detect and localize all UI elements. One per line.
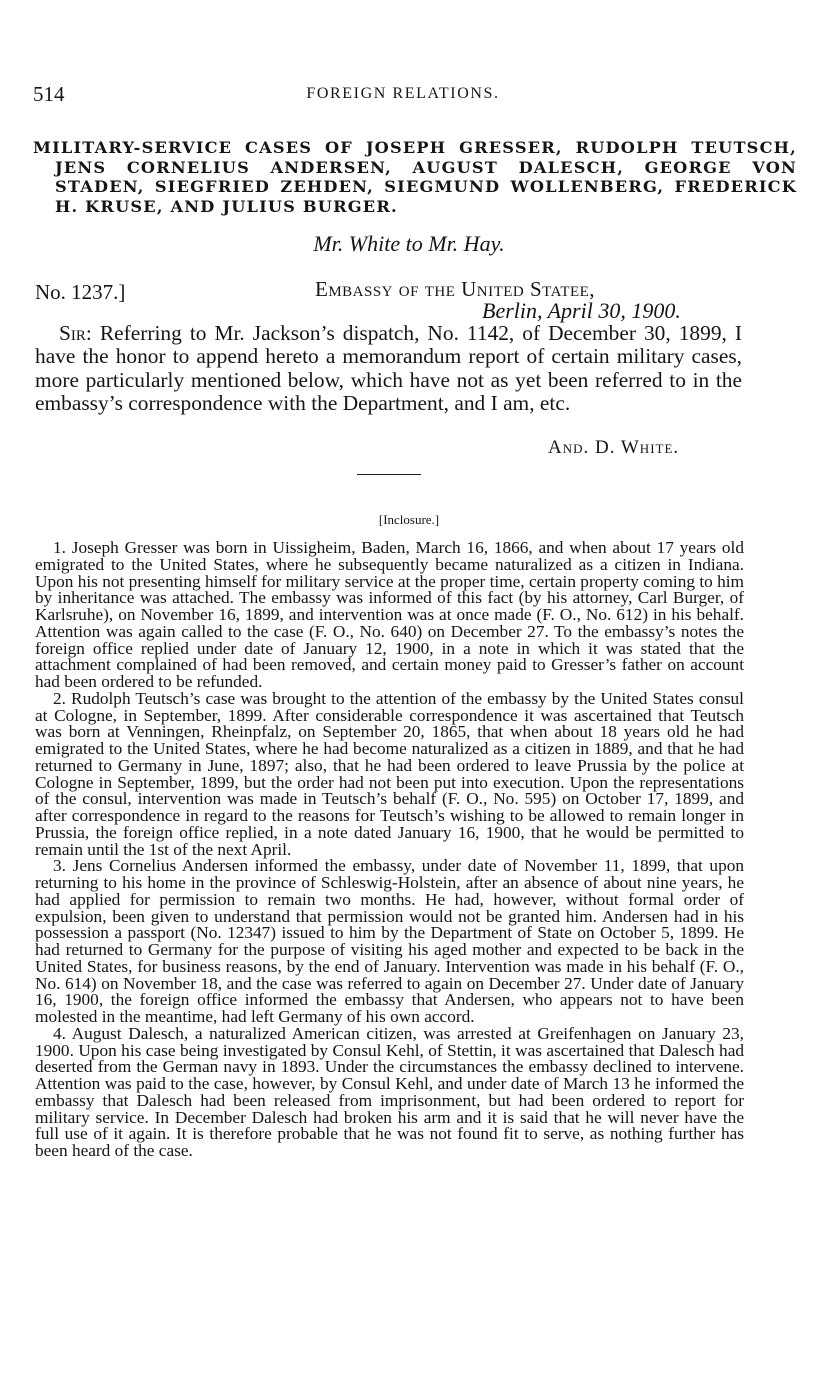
divider-rule: [357, 474, 421, 475]
paragraph-andersen: 3. Jens Cornelius Andersen informed the embassy, under date of November 11, 1899, that upon returning to his home in the province of Schleswig-Holstein, after an absence of about nine years, he had applied for permission to remain two months. He had, however, without formal order of expulsion, been given to understand that permission would not be granted him. Andersen had in his possession a passport (No. 12347) issued to him by the Department of State on October 5, 1899. He had returned to Germany for the purpose of visiting his aged mother and expected to be back in the United States, for business reasons, by the end of January. Intervention was made in his behalf (F. O., No. 614) on November 18, and the case was referred to again on December 27. Under date of January 16, 1900, the foreign office informed the embassy that Andersen, who appears not to have been molested in the meantime, had left Germany of his own accord.: [35, 856, 744, 1026]
section-heading: MILITARY-SERVICE CASES OF JOSEPH GRESSER, RUDOLPH TEUTSCH, JENS CORNELIUS ANDERSEN, AUGUST DALESCH, GEORGE VON STADEN, SIEGFRIED ZEHDEN, SIEGMUND WOLLENBERG, FREDERICK H. KRUSE, AND JULIUS BURGER.: [33, 138, 797, 216]
paragraph-gresser: 1. Joseph Gresser was born in Uissigheim, Baden, March 16, 1866, and when about 17 years old emigrated to the United States, where he subsequently became naturalized as a citizen in Indiana. Upon his not presenting himself for military service at the proper time, certain property coming to him by inheritance was attached. The embassy was informed of this fact (by his attorney, Carl Burger, of Karlsruhe), on November 16, 1899, and intervention was at once made (F. O., No. 612) in his behalf. Attention was again called to the case (F. O., No. 640) on December 27. To the embassy’s notes the foreign office replied under date of January 12, 1900, in a note in which it was stated that the attachment complained of had been removed, and certain money paid to Gresser’s father on account had been ordered to be refunded.: [35, 538, 744, 691]
signature: And. D. White.: [548, 437, 680, 458]
memorandum-body: [35, 540, 744, 1160]
letter-text: Referring to Mr. Jackson’s dispatch, No. 1142, of December 30, 1899, I have the honor to append hereto a memorandum report of certain military cases, more particularly mentioned below, which have not as yet been referred to in the embassy’s correspondence with the Department, and I am, etc.: [35, 321, 742, 416]
paragraph-teutsch: 2. Rudolph Teutsch’s case was brought to the attention of the embassy by the United States consul at Cologne, in September, 1899. After considerable correspondence it was ascertained that Teutsch was born at Venningen, Rheinpfalz, on September 20, 1865, that when about 18 years old he had emigrated to the United States, where he had become naturalized as a citizen in 1889, and that he had returned to Germany in June, 1897; also, that he had been ordered to leave Prussia by the police at Cologne in September, 1899, but the order had not been put into execution. Upon the representations of the consul, intervention was made in Teutsch’s behalf (F. O., No. 595) on October 17, 1899, and after correspondence in regard to the reasons for Teutsch’s wishing to be allowed to remain longer in Prussia, the foreign office replied, in a note dated January 16, 1900, that he would be permitted to remain until the 1st of the next April.: [35, 688, 744, 859]
embassy-line: Embassy of the United Statee,: [315, 277, 596, 301]
dispatch-number: No. 1237.]: [35, 280, 126, 304]
running-title: FOREIGN RELATIONS.: [306, 85, 500, 102]
page-number: 514: [33, 82, 65, 106]
letter-body: [35, 322, 742, 416]
paragraph-dalesch: 4. August Dalesch, a naturalized American citizen, was arrested at Greifenhagen on January 23, 1900. Upon his case being investigated by Consul Kehl, of Stettin, it was ascertained that Dalesch had deserted from the German navy in 1893. Under the circumstances the embassy declined to intervene. Attention was paid to the case, however, by Consul Kehl, and under date of March 13 he informed the embassy that Dalesch had been released from imprisonment, but had been ordered to report for military service. In December Dalesch had broken his arm and it is said that he will never have the full use of it again. It is therefore probable that he was not found fit to serve, as nothing further has been heard of the case.: [35, 1023, 744, 1160]
enclosure-label: [Inclosure.]: [378, 512, 440, 527]
running-head: [33, 82, 773, 110]
salutation: Sir:: [59, 321, 92, 345]
place-date: Berlin, April 30, 1900.: [482, 298, 681, 323]
dispatch-subtitle: Mr. White to Mr. Hay.: [313, 231, 505, 256]
